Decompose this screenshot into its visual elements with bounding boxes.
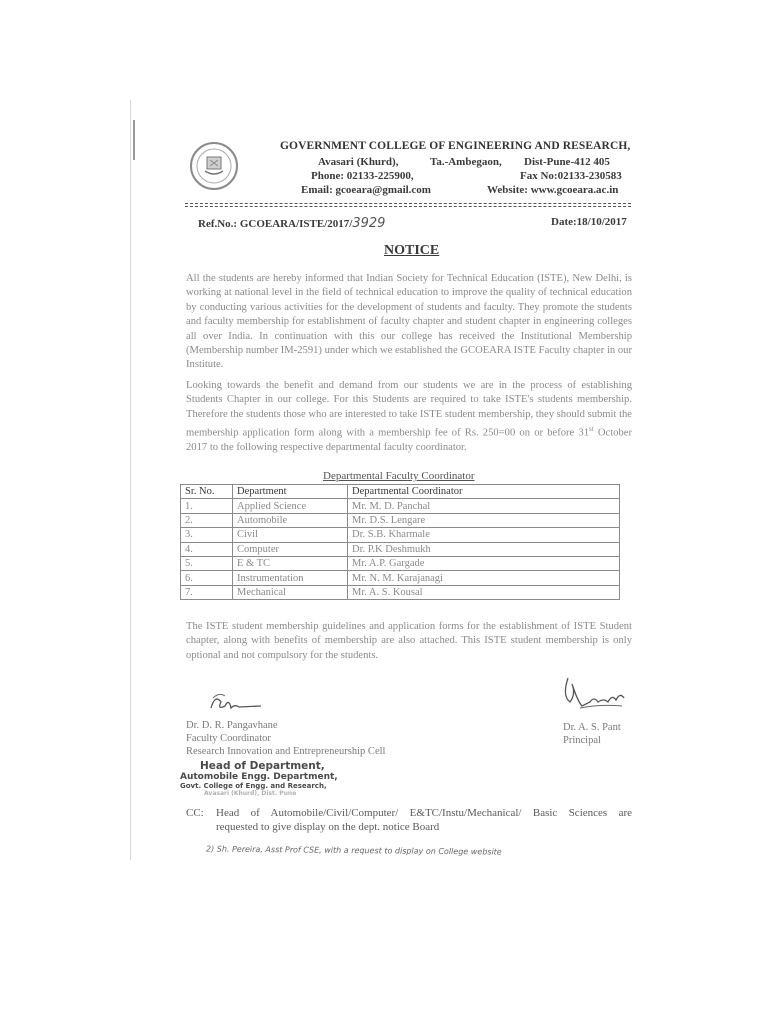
- principal-role: Principal: [563, 735, 601, 746]
- paragraph-intro: All the students are hereby informed that Indian Society for Technical Education (ISTE), New Delhi, is working at national level in the field of technical education to improve the quality of technical education by conducting various activities for the development of students and faculty. They promote the students and faculty membership for establishment of faculty chapter and student chapter in engineering colleges all over India. In continuation with this our college has received the Institutional Membership (Membership number IM-2591) under which we established the GCOEARA ISTE Faculty chapter in our Institute.: [186, 273, 632, 371]
- cc-label: CC:: [186, 807, 204, 819]
- cell-coordinator: Mr. A. S. Kousal: [348, 585, 620, 599]
- header-divider: [185, 203, 631, 204]
- cell-coordinator: Dr. P.K Deshmukh: [348, 542, 620, 556]
- table-row: [181, 499, 620, 513]
- paragraph-membership: [186, 379, 632, 456]
- coordinator-block: [186, 719, 385, 758]
- fax-number: Fax No:02133-230583: [520, 170, 622, 182]
- principal-signature: [560, 672, 630, 716]
- cc-line-2: requested to give display on the dept. notice Board: [216, 821, 440, 833]
- coordinator-cell: Research Innovation and Entrepreneurship Cell: [186, 746, 386, 757]
- cell-coordinator: Mr. A.P. Gargade: [348, 556, 620, 570]
- website-address: Website: www.gcoeara.ac.in: [487, 184, 619, 196]
- header-coordinator: Departmental Coordinator: [348, 485, 620, 499]
- cell-sr-no: 2.: [181, 513, 233, 527]
- address-district: Dist-Pune-412 405: [524, 156, 610, 168]
- principal-block: [563, 721, 621, 747]
- address-taluka: Ta.-Ambegaon,: [430, 156, 502, 168]
- coordinator-signature: [205, 690, 265, 718]
- table-header-row: [181, 485, 620, 499]
- stamp-line-4: Avasari (Khurd), Dist. Pune: [204, 790, 297, 797]
- cell-department: Civil: [233, 528, 348, 542]
- department-stamp: [180, 760, 338, 797]
- cell-department: Instrumentation: [233, 571, 348, 585]
- paragraph-membership-text: Looking towards the benefit and demand from our students we are in the process of establishing Students Chapter in our college. For this Students are required to take ISTE's students membership. Therefore the students those who are interested to take ISTE student membership, they should submit the membership application form along with a membership fee of Rs. 250=00 on or before 31: [186, 380, 633, 439]
- cell-sr-no: 7.: [181, 585, 233, 599]
- stamp-line-3: Govt. College of Engg. and Research,: [180, 782, 327, 790]
- stamp-line-2: Automobile Engg. Department,: [180, 772, 338, 782]
- institution-name: GOVERNMENT COLLEGE OF ENGINEERING AND RESEARCH,: [280, 140, 631, 152]
- cc-line-1: Head of Automobile/Civil/Computer/ E&TC/Instu/Mechanical/ Basic Sciences are: [216, 807, 632, 819]
- cell-department: E & TC: [233, 556, 348, 570]
- table-row: [181, 571, 620, 585]
- notice-title: NOTICE: [384, 243, 440, 258]
- header-divider-2: [185, 206, 631, 207]
- paragraph-guidelines: The ISTE student membership guidelines and application forms for the establishment of ISTE Student chapter, along with benefits of membership are also attached. This ISTE student membership is only optional and not compulsory for the students.: [186, 621, 632, 661]
- notice-date: Date:18/10/2017: [551, 216, 627, 228]
- paragraph-membership-text-end: October 2017 to the following respective departmental faculty coordinator.: [186, 427, 632, 454]
- email-address: Email: gcoeara@gmail.com: [301, 184, 431, 196]
- cell-sr-no: 3.: [181, 528, 233, 542]
- coordinator-table: [180, 484, 620, 600]
- college-logo: [188, 140, 240, 192]
- table-row: [181, 513, 620, 527]
- table-row: [181, 542, 620, 556]
- cell-coordinator: Dr. S.B. Kharmale: [348, 528, 620, 542]
- header-department: Department: [233, 485, 348, 499]
- cell-department: Computer: [233, 542, 348, 556]
- scan-edge: [130, 100, 131, 860]
- reference-handwritten-number: 3929: [352, 216, 386, 231]
- table-caption: Departmental Faculty Coordinator: [323, 470, 475, 482]
- scan-mark: [133, 120, 135, 160]
- cell-department: Applied Science: [233, 499, 348, 513]
- table-row: [181, 585, 620, 599]
- table-row: [181, 528, 620, 542]
- table-row: [181, 556, 620, 570]
- cell-sr-no: 6.: [181, 571, 233, 585]
- date-superscript: st: [589, 425, 594, 434]
- coordinator-name: Dr. D. R. Pangavhane: [186, 720, 278, 731]
- cell-coordinator: Mr. D.S. Lengare: [348, 513, 620, 527]
- cell-sr-no: 4.: [181, 542, 233, 556]
- cell-department: Automobile: [233, 513, 348, 527]
- cell-coordinator: Mr. M. D. Panchal: [348, 499, 620, 513]
- cell-sr-no: 5.: [181, 556, 233, 570]
- address-place: Avasari (Khurd),: [318, 156, 399, 168]
- cell-sr-no: 1.: [181, 499, 233, 513]
- stamp-line-1: Head of Department,: [200, 760, 325, 772]
- reference-number: [198, 216, 385, 231]
- coordinator-role: Faculty Coordinator: [186, 733, 271, 744]
- cell-department: Mechanical: [233, 585, 348, 599]
- principal-name: Dr. A. S. Pant: [563, 722, 621, 733]
- reference-label: Ref.No.: GCOEARA/ISTE/2017/: [198, 218, 353, 230]
- cell-coordinator: Mr. N. M. Karajanagi: [348, 571, 620, 585]
- header-sr-no: Sr. No.: [181, 485, 233, 499]
- handwritten-note: 2) Sh. Pereira, Asst Prof CSE, with a request to display on College website: [205, 844, 502, 857]
- phone-number: Phone: 02133-225900,: [311, 170, 414, 182]
